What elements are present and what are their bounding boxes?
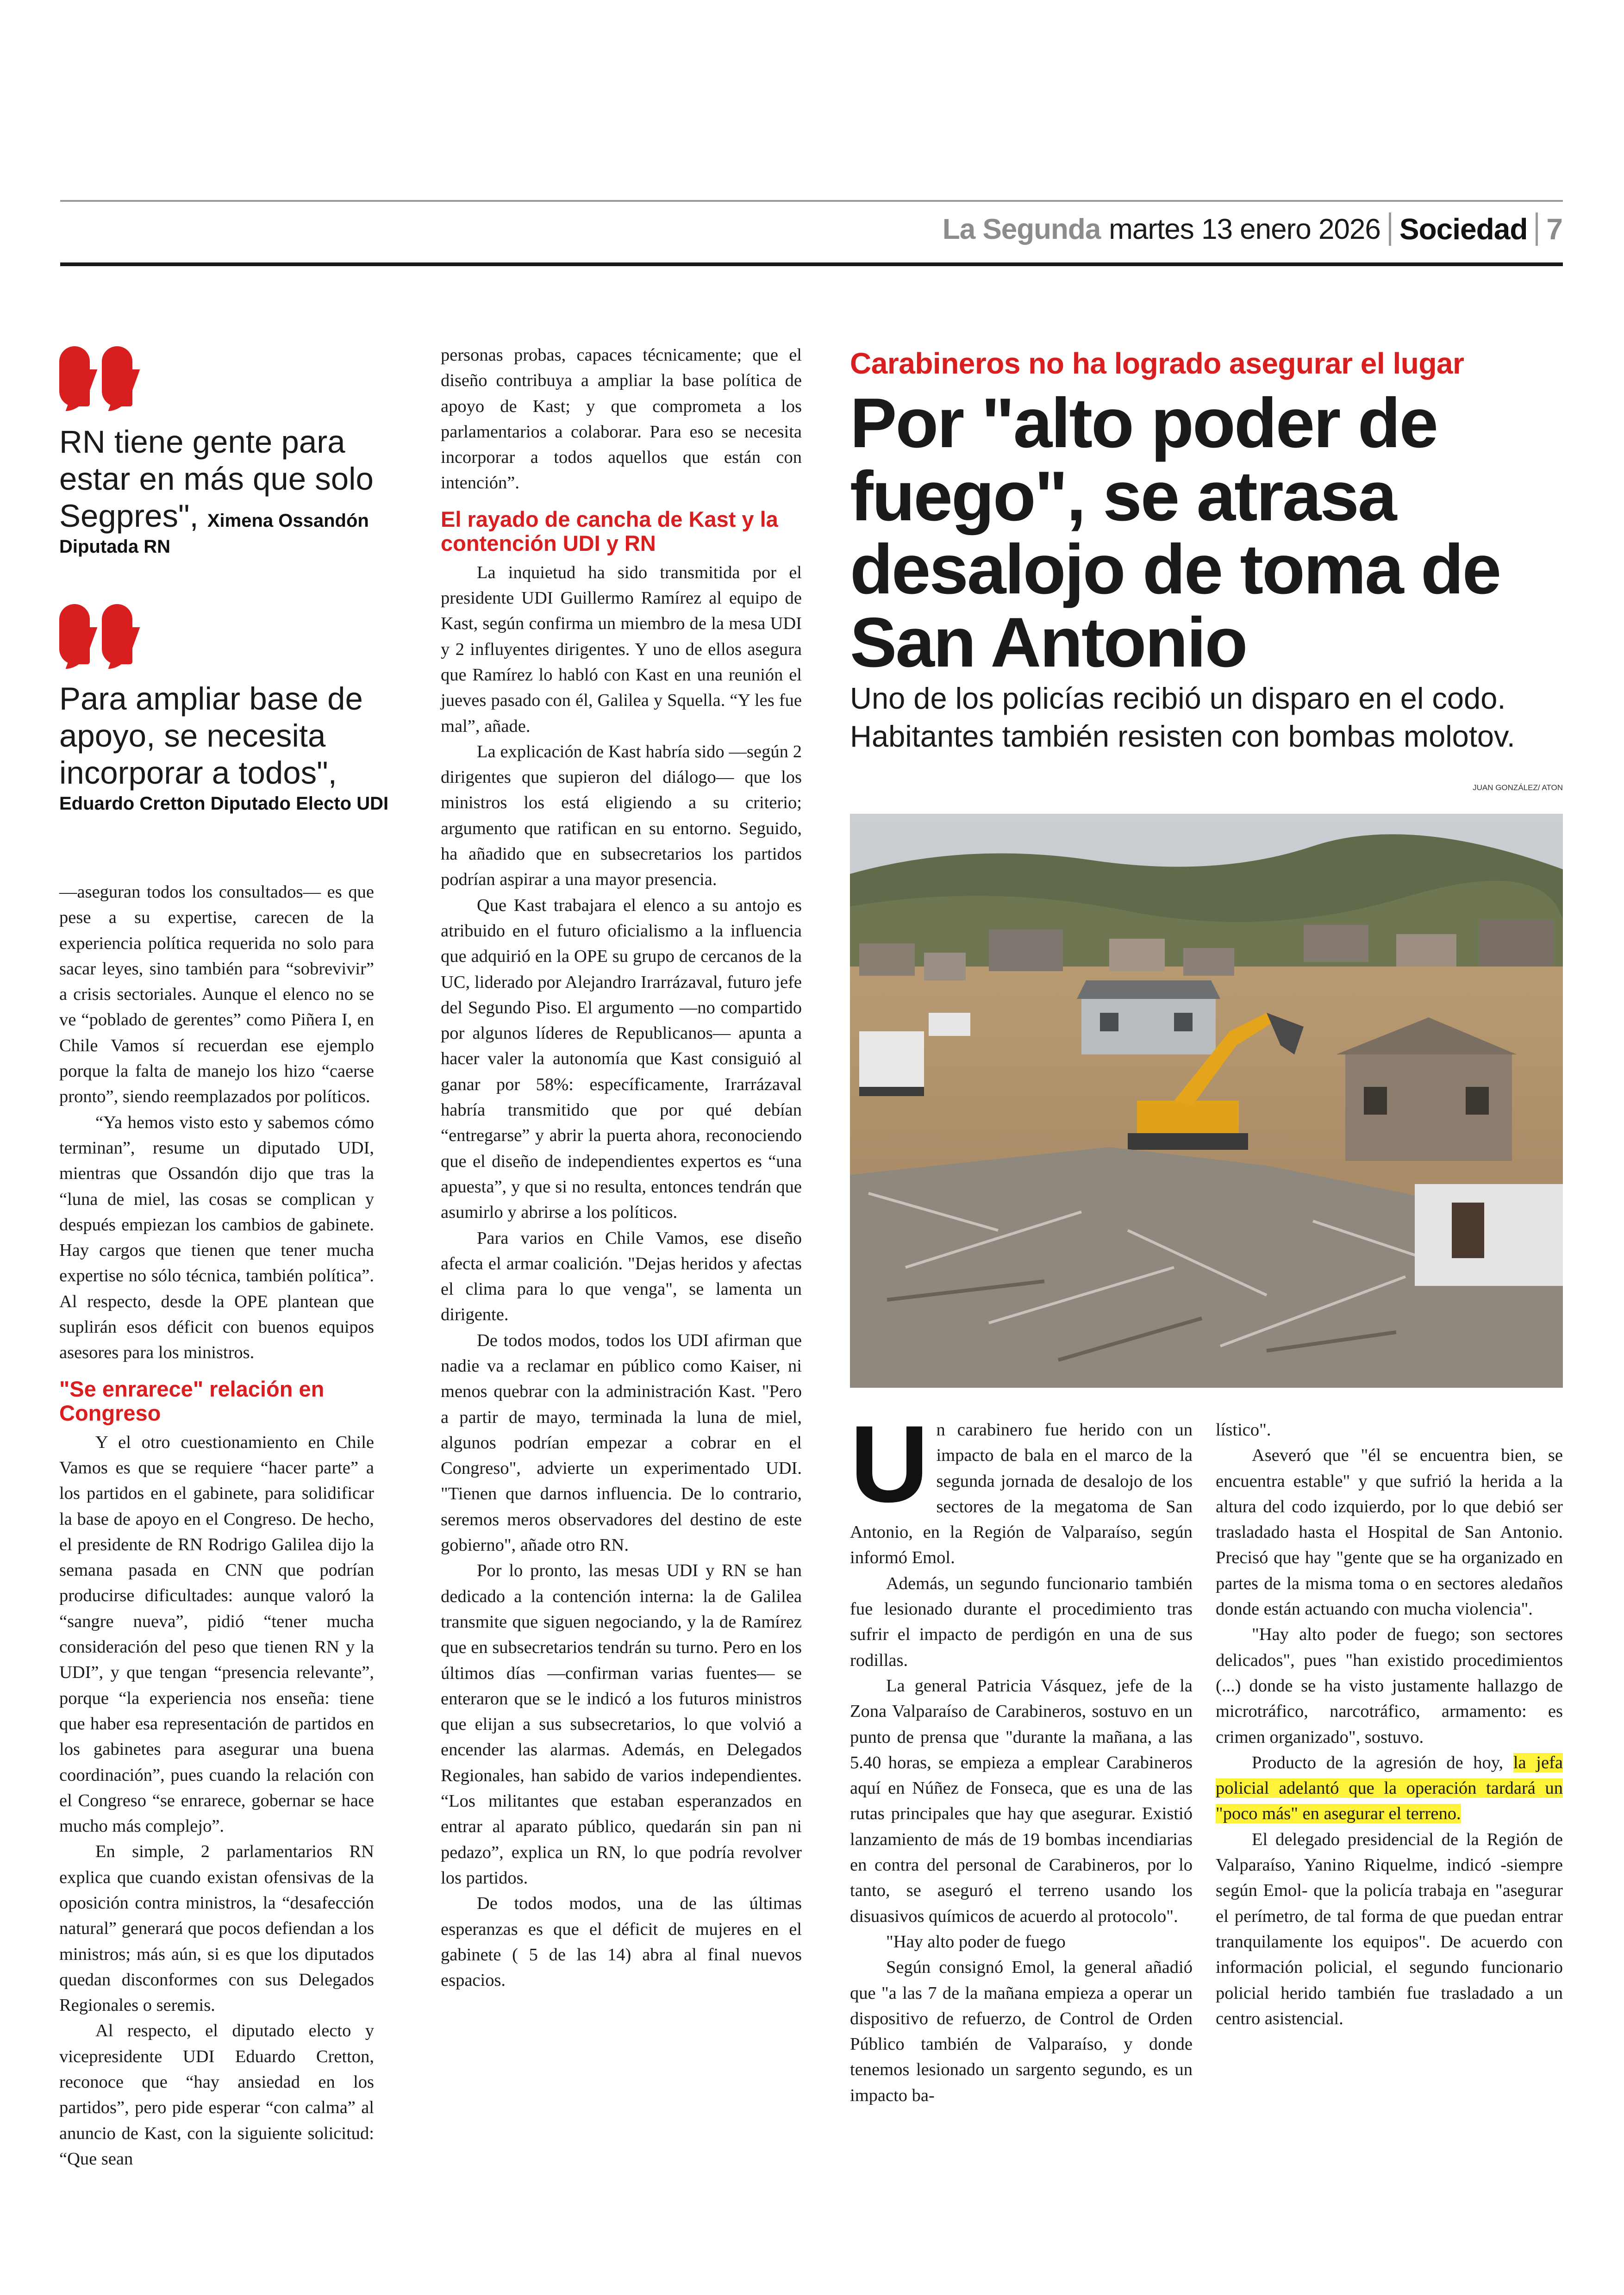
- masthead-separator: [1536, 212, 1538, 246]
- article-deck: Uno de los policías recibió un disparo en el codo. Habitantes también resisten con bombas molotov.: [850, 681, 1515, 753]
- pull-quote-2-role: Eduardo Cretton Diputado Electo UDI: [59, 793, 389, 814]
- pull-quote-1-author: Ximena Ossandón: [207, 511, 369, 531]
- drop-cap: U: [850, 1403, 929, 1525]
- lead-paragraph: [850, 1403, 1193, 1571]
- highlighted-text: la jefa policial adelantó que la operación tardará un "poco más" en asegurar el terreno.: [1216, 1752, 1563, 1824]
- masthead-separator: [1389, 212, 1391, 246]
- main-article-column-2: [1216, 1417, 1563, 2032]
- paragraph: La explicación de Kast habría sido —según 2 dirigentes que supieron del diálogo— que los ministros los está eligiendo a su criterio; argumento que ratifican en su entorno. Seguido, ha añadido que en subsecretarios los partidos podrían aspirar a una mayor presencia.: [441, 742, 802, 890]
- highlighted-paragraph: [1216, 1750, 1563, 1827]
- header-bottom-rule: [60, 262, 1563, 266]
- quote-mark-icon: [59, 346, 138, 420]
- section-name: Sociedad: [1399, 212, 1528, 246]
- paragraph: Según consignó Emol, la general añadió que "a las 7 de la mañana empieza a operar un dispositivo de refuerzo, de Control de Orden Público también de Valparaíso, y donde tenemos lesionado un sargento segundo, es un impacto ba-: [850, 1958, 1193, 2105]
- article-photo: [850, 814, 1563, 1388]
- paragraph-lead-in: Producto de la agresión de hoy,: [1252, 1752, 1513, 1772]
- paragraph: —aseguran todos los consultados— es que pese a su expertise, carecen de la experiencia política requerida no solo para sacar leyes, sino también para “sobrevivir” a crisis sectoriales. Aunque el elenco no se ve “poblado de gerentes” como Piñera I, en Chile Vamos sí recuerdan ese ejemplo porque la falta de manejo los hizo “caerse pronto”, siendo reemplazados por políticos.: [59, 882, 374, 1107]
- pull-quote-1: [59, 424, 393, 559]
- lead-text: n carabinero fue herido con un impacto de bala en el marco de la segunda jornada de desalojo de los sectores de la megatoma de San Antonio, en la Región de Valparaíso, según informó Emol.: [850, 1420, 1193, 1568]
- pull-quote-1-text: RN tiene gente para estar en más que solo Segpres",: [59, 424, 374, 534]
- left-article-column-2: [441, 343, 802, 1993]
- paragraph: Que Kast trabajara el elenco a su antojo es atribuido en el futuro oficialismo a la influencia que adquirió en la OPE su grupo de cercanos de la UC, liderado por Alejandro Irarrázaval, futuro jefe del Segundo Piso. El argumento —no compartido por algunos líderes de Republicanos— apunta a hacer valer la autonomía que Kast consiguió al ganar por 58%: específicamente, Irarrázaval habría transmitido que por qué debían “entregarse” y abrir la puerta ahora, reconociendo que el diseño de independientes expertos es “una apuesta”, y que si no resulta, entonces tendrán que asumirlo y abrirse a los políticos.: [441, 895, 802, 1222]
- paragraph: De todos modos, una de las últimas esperanzas es que el déficit de mujeres en el gabinete ( 5 de las 14) abra al final nuevos espacios.: [441, 1894, 802, 1990]
- quote-mark-icon: [59, 604, 138, 678]
- paragraph: Para varios en Chile Vamos, ese diseño afecta el armar coalición. "Dejas heridos y afectas el clima para lo que venga", se lamenta un dirigente.: [441, 1228, 802, 1325]
- publication-name: La Segunda: [942, 213, 1101, 245]
- publication-date: martes 13 enero 2026: [1109, 213, 1380, 245]
- paragraph: lístico".: [1216, 1420, 1271, 1440]
- paragraph: “Ya hemos visto esto y sabemos cómo terminan”, resume un diputado UDI, mientras que Ossandón dijo que tras la “luna de miel, las cosas se complican y después empiezan los cambios de gabinete. Hay cargos que tienen que tener mucha expertise no sólo técnica, también política”. Al respecto, desde la OPE plantean que suplirán esos déficit con buenos equipos asesores para los ministros.: [59, 1112, 374, 1363]
- pull-quote-2: [59, 680, 393, 816]
- header-top-rule: [60, 200, 1563, 202]
- subhead-rayado-de-cancha: El rayado de cancha de Kast y la contención UDI y RN: [441, 506, 778, 555]
- article-kicker: Carabineros no ha logrado asegurar el lugar: [850, 347, 1464, 380]
- paragraph: Y el otro cuestionamiento en Chile Vamos es que se requiere “hacer parte” a los partidos en el gabinete, para solidificar la base de apoyo en el Congreso. De hecho, el presidente de RN Rodrigo Galilea dijo la semana pasada en CNN que podrían producirse dificultades: aunque valoró la “sangre nueva”, pidió “tener mucha consideración del peso que tienen RN y la UDI”, y que tengan “presencia relevante”, porque “la experiencia nos enseña: tiene que haber esa representación de partidos en los gabinetes para asegurar una buena coordinación”, pues cuando la relación con el Congreso “se enrarece, gobernar se hace mucho más complejo”.: [59, 1432, 374, 1836]
- page-number: 7: [1546, 212, 1563, 246]
- pull-quote-1-role: Diputada RN: [59, 536, 170, 557]
- paragraph: La general Patricia Vásquez, jefe de la Zona Valparaíso de Carabineros, sostuvo en un punto de prensa que "durante la mañana, a las 5.40 horas, se empieza a emplear Carabineros aquí en Núñez de Fonseca, que es una de las rutas principales que hay que asegurar. Existió lanzamiento de más de 19 bombas incendiarias en contra del personal de Carabineros, por lo tanto, se aseguró el terreno usando los disuasivos químicos de acuerdo al protocolo".: [850, 1676, 1193, 1926]
- subhead-congreso: "Se enrarece" relación en Congreso: [59, 1376, 325, 1425]
- paragraph: En simple, 2 parlamentarios RN explica que cuando existan ofensivas de la oposición contra ministros, la “desafección natural” generará que pocos defiendan a los ministros; más aún, si es que los diputados quedan disconformes con sus Delegados Regionales o seremis.: [59, 1842, 374, 2015]
- paragraph: Aseveró que "él se encuentra bien, se encuentra estable" y que sufrió la herida a la altura del codo izquierdo, por lo que debió ser trasladado hasta el Hospital de San Antonio. Precisó que hay "gente que se ha organizado en partes de la misma toma o en sectores aledaños donde están actuando con mucha violencia".: [1216, 1446, 1563, 1619]
- left-article-column-1: [59, 879, 374, 2172]
- paragraph: "Hay alto poder de fuego; son sectores delicados", pues "han existido procedimientos (...) donde se ha visto justamente hallazgo de microtráfico, narcotráfico, armamento: es crimen organizado", sostuvo.: [1216, 1625, 1563, 1747]
- paragraph: Al respecto, el diputado electo y vicepresidente UDI Eduardo Cretton, reconoce que “hay ansiedad en los partidos”, pero pide esperar “con calma” al anuncio de Kast, con la siguiente solicitud: “Que sean: [59, 2021, 374, 2169]
- main-article-column-1: [850, 1403, 1193, 2108]
- article-headline: Por "alto poder de fuego", se atrasa desalojo de toma de San Antonio: [850, 384, 1500, 682]
- paragraph: De todos modos, todos los UDI afirman que nadie va a reclamar en público como Kaiser, ni menos quebrar con la administración Kast. "Pero a partir de mayo, terminada la luna de miel, algunos podrían empezar a cobrar en el Congreso", advierte un experimentado UDI. "Tienen que darnos influencia. De lo contrario, seremos meros observadores del destino de este gobierno", añade otro RN.: [441, 1330, 802, 1555]
- paragraph: "Hay alto poder de fuego: [886, 1932, 1066, 1952]
- paragraph: La inquietud ha sido transmitida por el presidente UDI Guillermo Ramírez al equipo de Kast, según confirma un miembro de la mesa UDI y 2 influyentes dirigentes. Y uno de ellos asegura que Ramírez lo habló con Kast en una reunión el jueves pasado con él, Galilea y Squella. “Y les fue mal”, añade.: [441, 562, 802, 736]
- masthead: [943, 208, 1563, 250]
- paragraph: Por lo pronto, las mesas UDI y RN se han dedicado a la contención interna: la de Galilea transmite que siguen negociando, y la de Ramírez que en subsecretarios tendrán su turno. Pero en los últimos días —confirman varias fuentes— se enteraron que se le indicó a los futuros ministros que elijan a sus subsecretarios, lo que volvió a encender las alarmas. Además, en Delegados Regionales, han sabido de varios independientes. “Los militantes que estaban esperanzados en entrar al aparato público, quedarán sin pan ni pedazo”, explica un RN, lo que podría revolver los partidos.: [441, 1561, 802, 1888]
- paragraph: personas probas, capaces técnicamente; que el diseño contribuya a ampliar la base política de apoyo de Kast; y que comprometa a los parlamentarios a colaborar. Para eso se necesita incorporar a todos aquellos que están con intención”.: [441, 345, 802, 493]
- paragraph: El delegado presidencial de la Región de Valparaíso, Yanino Riquelme, indicó -siempre según Emol- que la policía trabaja en "asegurar el perímetro, de tal forma de que puedan entrar tranquilamente los equipos". De acuerdo con información policial, el segundo funcionario policial herido también fue trasladado a un centro asistencial.: [1216, 1829, 1563, 2028]
- pull-quote-2-text: Para ampliar base de apoyo, se necesita incorporar a todos",: [59, 681, 363, 791]
- paragraph: Además, un segundo funcionario también fue lesionado durante el procedimiento tras sufrir el impacto de perdigón en una de sus rodillas.: [850, 1573, 1193, 1670]
- photo-credit: JUAN GONZÁLEZ/ ATON: [1473, 783, 1563, 792]
